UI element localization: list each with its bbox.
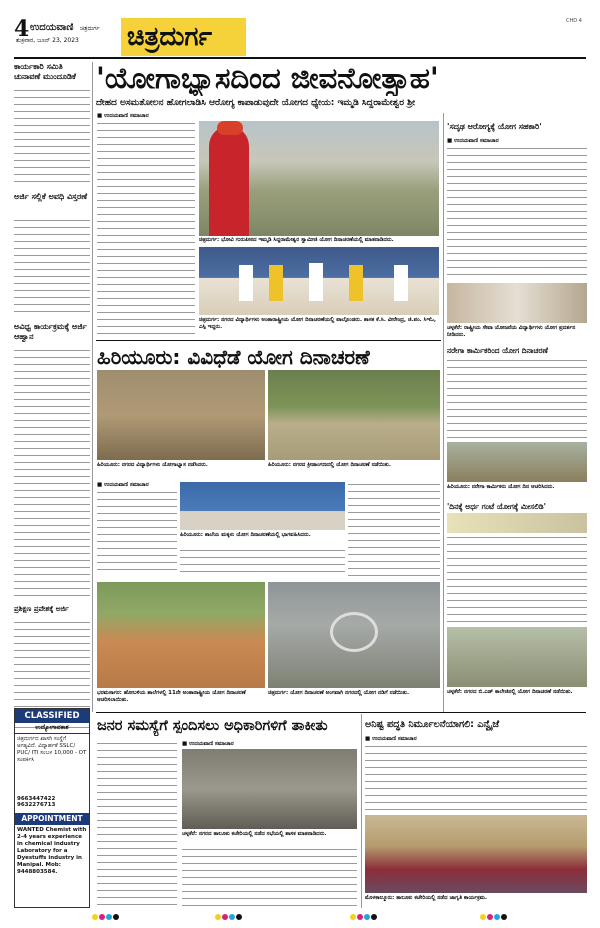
bottom-divider (361, 714, 362, 908)
mid-photo-field (97, 582, 265, 688)
main-photo-1-caption: ಚಿತ್ರದುರ್ಗ: ಭೋವಿ ಗುರುಪೀಠದ ಇಮ್ಮಡಿ ಸಿದ್ದರಾಮೇಶ್ವರ ಸ್ವಾಮೀಜಿ ಯೋಗ ದಿನಾಚರಣೆಯಲ್ಲಿ ಮಾತನಾಡಿದರು. (199, 237, 394, 243)
bottom-rule (96, 712, 586, 713)
bottom-byline-right: ■ ಉದಯವಾಣಿ ಸಮಾಚಾರ (365, 736, 417, 742)
main-byline: ■ ಉದಯವಾಣಿ ಸಮಾಚಾರ (97, 113, 149, 119)
right-quote-2: 'ದಿನಕ್ಕೆ ಅರ್ಧ ಗಂಟೆ ಯೋಗಕ್ಕೆ ಮೀಸಲಿಡಿ' (447, 502, 546, 511)
right-quote-head: 'ಸದೃಢ ಆರೋಗ್ಯಕ್ಕೆ ಯೋಗ ಸಹಕಾರಿ' (447, 122, 542, 131)
main-body-col2 (97, 310, 195, 340)
bottom-left-caption: ಚಳ್ಳಕೆರೆ: ನಗರದ ತಾಲೂಕು ಕಚೇರಿಯಲ್ಲಿ ನಡೆದ ಸಭೆಯಲ್ಲಿ ಶಾಸಕ ಮಾತನಾಡಿದರು. (182, 831, 327, 837)
main-body-col1 (97, 121, 195, 307)
right-photo-1 (447, 283, 587, 323)
section-title: ಚಿತ್ರದುರ್ಗ (121, 18, 246, 56)
bottom-left-photo (182, 749, 357, 829)
right-photo-4 (447, 627, 587, 687)
mid-body-1 (97, 490, 177, 576)
classified-subtitle: ಉದ್ಯೋಗಾವಕಾಶ (15, 723, 89, 734)
right-byline: ■ ಉದಯವಾಣಿ ಸಮಾಚಾರ (447, 138, 499, 144)
right-story2-body (447, 358, 587, 440)
right-photo-1-caption: ಚಳ್ಳಕೆರೆ: ರಾಷ್ಟ್ರೀಯ ಸೇವಾ ಯೋಜನೆಯ ವಿದ್ಯಾರ್ಥಿಗಳು ಯೋಗ ಪ್ರದರ್ಶನ ನೀಡಿದರು. (447, 325, 576, 338)
registration-marks-left (92, 914, 119, 920)
right-column-rule (443, 113, 444, 713)
mid-caption-small: ಹಿರಿಯೂರು: ಶಾಲೆಯ ಮಕ್ಕಳು ಯೋಗ ದಿನಾಚರಣೆಯಲ್ಲಿ ಭಾಗವಹಿಸಿದರು. (180, 532, 311, 538)
mid-photo-small (180, 482, 345, 530)
left-story2-head: ಅರ್ಜಿ ಸಲ್ಲಿಕೆ ಅವಧಿ ವಿಸ್ತರಣೆ (14, 192, 88, 201)
registration-marks-right (350, 914, 377, 920)
left-column (14, 62, 90, 702)
classified-phone-2: 9632276713 (17, 802, 56, 808)
main-photo-2-caption: ಚಿತ್ರದುರ್ಗ: ನಗರದ ವಿದ್ಯಾರ್ಥಿಗಳು ಅಂತಾರಾಷ್ಟ್ರೀಯ ಯೋಗ ದಿನಾಚರಣೆಯಲ್ಲಿ ಪಾಲ್ಗೊಂಡರು. ಶಾಸಕ ಕೆ.ಸಿ. ವೀರೇಂದ್ರ, ಜಿ.ಪಂ. ಸಿಇಓ, ಎಸ್ಪಿ ಇದ್ದರು. (199, 317, 436, 330)
mid-photo-left (97, 370, 265, 460)
mid-caption-circle: ಚಿತ್ರದುರ್ಗ: ಯೋಗ ದಿನಾಚರಣೆ ಅಂಗವಾಗಿ ನಗರದಲ್ಲಿ ಯೋಗ ನಡಿಗೆ ನಡೆಯಿತು. (268, 690, 410, 696)
right-photo-2 (447, 442, 587, 482)
bottom-right-photo (365, 815, 587, 893)
left-column-rule (92, 62, 93, 712)
classified-box (14, 708, 90, 908)
mid-photo-right (268, 370, 440, 460)
classified-phone-1: 9663447422 (17, 796, 56, 802)
main-headline: 'ಯೋಗಾಭ್ಯಾಸದಿಂದ ಜೀವನೋತ್ಸಾಹ' (96, 61, 439, 95)
left-story3-body (14, 348, 90, 598)
date-line: ಶುಕ್ರವಾರ, ಜೂನ್ 23, 2023 (16, 37, 79, 44)
main-story-rule (96, 340, 441, 341)
right-story3-body (447, 535, 587, 625)
mid-byline: ■ ಉದಯವಾಣಿ ಸಮಾಚಾರ (97, 482, 149, 488)
right-body-1 (447, 146, 587, 281)
right-photo-4-caption: ಚಳ್ಳಕೆರೆ: ನಗರದ ಬಿ.ಎಡ್ ಕಾಲೇಜಿನಲ್ಲಿ ಯೋಗ ದಿನಾಚರಣೆ ನಡೆಯಿತು. (447, 689, 573, 695)
mid-photo-circle (268, 582, 440, 688)
mid-caption-field: ಭರಮಸಾಗರ: ಹೋಬಳಿಯ ಶಾಲೆಗಳಲ್ಲಿ 11ನೇ ಅಂತಾರಾಷ್ಟ್ರೀಯ ಯೋಗ ದಿನಾಚರಣೆ ಆಚರಿಸಲಾಯಿತು. (97, 690, 246, 703)
mid-body-2 (180, 548, 345, 578)
bottom-right-caption: ಮೊಳಕಾಲ್ಮೂರು: ತಾಲೂಕು ಕಚೇರಿಯಲ್ಲಿ ನಡೆದ ಜಾಗೃತಿ ಕಾರ್ಯಕ್ರಮ. (365, 895, 488, 901)
bottom-left-body-1 (97, 741, 177, 906)
left-story1-body (14, 88, 90, 184)
bottom-byline-left: ■ ಉದಯವಾಣಿ ಸಮಾಚಾರ (182, 741, 234, 747)
main-photo-2 (199, 247, 439, 315)
right-story2-head: ನರೇಗಾ ಕಾರ್ಮಿಕರಿಂದ ಯೋಗ ದಿನಾಚರಣೆ (447, 346, 548, 355)
edition-tag: ಚಿತ್ರದುರ್ಗ (80, 25, 100, 32)
appointment-title: APPOINTMENT (15, 813, 89, 825)
mid-body-3 (348, 482, 440, 578)
bottom-right-body (365, 744, 587, 812)
main-photo-1 (199, 121, 439, 236)
bottom-left-body-2 (182, 847, 357, 907)
left-story4-head: ಪ್ರಶಿಕ್ಷಣ ಪ್ರವೇಶಕ್ಕೆ ಅರ್ಜಿ (14, 605, 69, 613)
mid-caption-left: ಹಿರಿಯೂರು: ನಗರದ ವಿದ್ಯಾರ್ಥಿಗಳು ಯೋಗಾಭ್ಯಾಸ ನಡೆಸಿದರು. (97, 462, 208, 468)
right-photo-3 (447, 513, 587, 533)
left-story3-head: ಅವಿಧ್ವ ಕಾರ್ಯಕ್ರಮಕ್ಕೆ ಅರ್ಜಿ ಆಹ್ವಾನ (14, 322, 87, 341)
classified-title: CLASSIFIED (15, 709, 89, 723)
left-story1-head: ಕಾರ್ಯಕಾರಿ ಸಮಿತಿ ಚುನಾವಣೆ ಮುಂದೂಡಿಕೆ (14, 62, 76, 81)
registration-marks-far-right (480, 914, 507, 920)
masthead-rule (14, 57, 586, 59)
appointment-text: WANTED Chemist with 2-4 years experience in chemical industry Laboratory for a Dyestuffs industry in Manipal. Mob: 9448803584. (17, 827, 87, 875)
paper-name: ಉದಯವಾಣಿ (30, 22, 74, 33)
bottom-headline-right: ಅನಿಷ್ಟ ಪದ್ಧತಿ ನಿರ್ಮೂಲನೆಯಾಗಲಿ: ಎನ್ವೈಜೆ (365, 719, 500, 730)
page-number: 4 (14, 16, 30, 42)
bottom-headline-left: ಜನರ ಸಮಸ್ಯೆಗೆ ಸ್ಪಂದಿಸಲು ಅಧಿಕಾರಿಗಳಿಗೆ ತಾಕೀತು (97, 718, 328, 734)
plate-code: CHD 4 (566, 18, 582, 24)
mid-caption-right: ಹಿರಿಯೂರು: ನಗರದ ಕ್ರೀಡಾಂಗಣದಲ್ಲಿ ಯೋಗ ದಿನಾಚರಣೆ ನಡೆಯಿತು. (268, 462, 392, 468)
mid-headline: ಹಿರಿಯೂರು: ವಿವಿಧೆಡೆ ಯೋಗ ದಿನಾಚರಣೆ (97, 345, 370, 369)
classified-ad-text: ಚಿತ್ರದುರ್ಗದ ಖಾಸಗಿ ಸಂಸ್ಥೆಗೆ ಅಗತ್ಯವಿದೆ. ವಿದ್ಯಾರ್ಹತೆ SSLC/ PUC/ ITI ಸಂಬಳ 10,000 - OT ಸಂಪರ್ಕಿಸಿ (17, 736, 87, 763)
registration-marks-mid (215, 914, 242, 920)
main-subheadline: ದೇಹದ ಅಸಮತೋಲನ ಹೋಗಲಾಡಿಸಿ ಆರೋಗ್ಯ ಕಾಪಾಡುವುದೇ ಯೋಗದ ಧ್ಯೇಯ: ಇಮ್ಮಡಿ ಸಿದ್ದರಾಮೇಶ್ವರ ಶ್ರೀ (96, 98, 416, 108)
left-story2-body (14, 218, 90, 314)
right-photo-2-caption: ಹಿರಿಯೂರು: ನರೇಗಾ ಕಾರ್ಮಿಕರು ಯೋಗ ದಿನ ಆಚರಿಸಿದರು. (447, 484, 555, 490)
